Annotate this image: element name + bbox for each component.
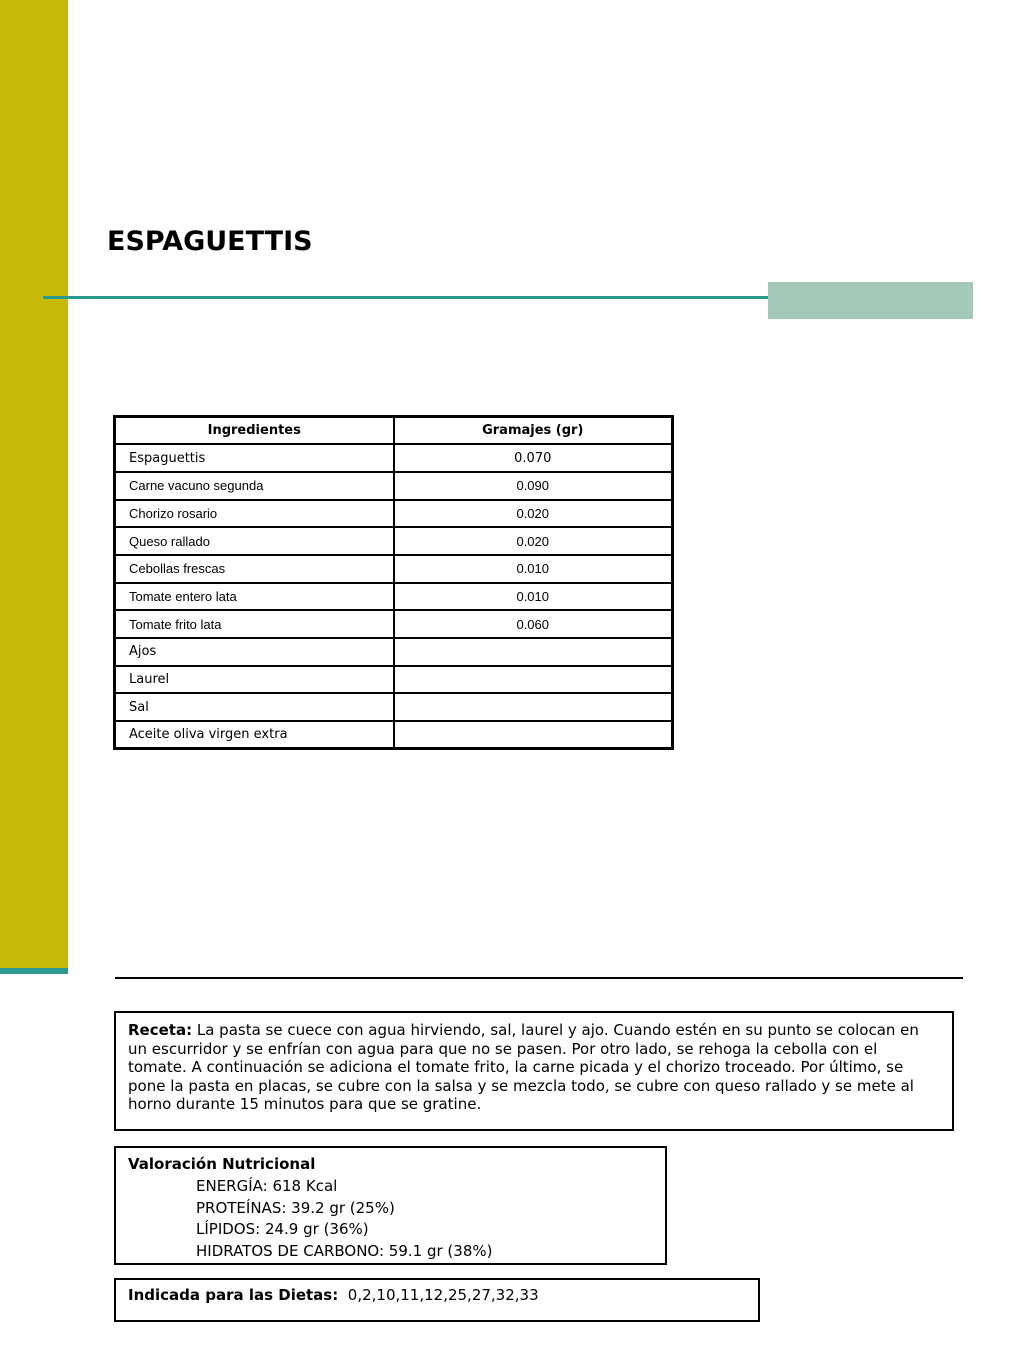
recipe-label: Receta:	[128, 1021, 193, 1039]
nutrition-lipids: LÍPIDOS: 24.9 gr (36%)	[196, 1220, 369, 1239]
page-title: ESPAGUETTIS	[107, 226, 313, 257]
table-row	[115, 721, 673, 749]
diets-box	[114, 1278, 760, 1322]
table-row	[115, 583, 673, 611]
nutrition-energy: ENERGÍA: 618 Kcal	[196, 1176, 338, 1195]
nutrition-carbs: HIDRATOS DE CARBONO: 59.1 gr (38%)	[196, 1242, 493, 1261]
ingredient-grams	[394, 721, 673, 749]
ingredient-name: Carne vacuno segunda	[115, 472, 394, 500]
ingredient-grams: 0.010	[394, 555, 673, 583]
ingredient-grams	[394, 693, 673, 721]
table-row	[115, 527, 673, 555]
ingredient-name: Tomate frito lata	[115, 610, 394, 638]
ingredient-grams: 0.090	[394, 472, 673, 500]
ingredient-grams	[394, 666, 673, 694]
ingredient-grams: 0.060	[394, 610, 673, 638]
header-ingredients: Ingredientes	[115, 417, 394, 445]
ingredient-name: Tomate entero lata	[115, 583, 394, 611]
recipe-box	[114, 1011, 954, 1131]
ingredients-table	[113, 415, 674, 750]
table-row	[115, 610, 673, 638]
table-row	[115, 555, 673, 583]
recipe-text: La pasta se cuece con agua hirviendo, sal, laurel y ajo. Cuando estén en su punto se colocan en un escurridor y se enfrían con agua para que no se pasen. Por otro lado, se rehoga la cebolla con el tomate. A continuación se adiciona el tomate frito, la carne picada y el chorizo troceado. Por último, se pone la pasta en placas, se cubre con la salsa y se mezcla todo, se cubre con queso rallado y se mete al horno durante 15 minutos para que se gratine.	[128, 1021, 919, 1113]
table-row	[115, 693, 673, 721]
ingredient-name: Cebollas frescas	[115, 555, 394, 583]
table-row	[115, 500, 673, 528]
ingredient-grams: 0.070	[394, 444, 673, 472]
ingredient-name: Aceite oliva virgen extra	[115, 721, 394, 749]
diets-value: 0,2,10,11,12,25,27,32,33	[347, 1286, 539, 1304]
diets-label: Indicada para las Dietas:	[128, 1286, 339, 1304]
table-row	[115, 666, 673, 694]
table-header-row	[115, 417, 673, 445]
table-row	[115, 444, 673, 472]
section-divider	[115, 977, 963, 979]
nutrition-label: Valoración Nutricional	[128, 1155, 316, 1173]
ingredient-grams: 0.020	[394, 527, 673, 555]
sidebar-accent	[0, 968, 68, 974]
ingredient-name: Laurel	[115, 666, 394, 694]
ingredients-body	[115, 444, 673, 749]
ingredient-grams	[394, 638, 673, 666]
table-row	[115, 638, 673, 666]
title-accent-block	[768, 282, 973, 319]
ingredient-name: Espaguettis	[115, 444, 394, 472]
nutrition-box	[114, 1146, 667, 1265]
sidebar-bar	[0, 0, 68, 968]
ingredient-grams: 0.010	[394, 583, 673, 611]
ingredient-grams: 0.020	[394, 500, 673, 528]
ingredient-name: Ajos	[115, 638, 394, 666]
table-row	[115, 472, 673, 500]
header-grams: Gramajes (gr)	[394, 417, 673, 445]
nutrition-proteins: PROTEÍNAS: 39.2 gr (25%)	[196, 1198, 395, 1217]
ingredient-name: Chorizo rosario	[115, 500, 394, 528]
ingredient-name: Sal	[115, 693, 394, 721]
ingredient-name: Queso rallado	[115, 527, 394, 555]
